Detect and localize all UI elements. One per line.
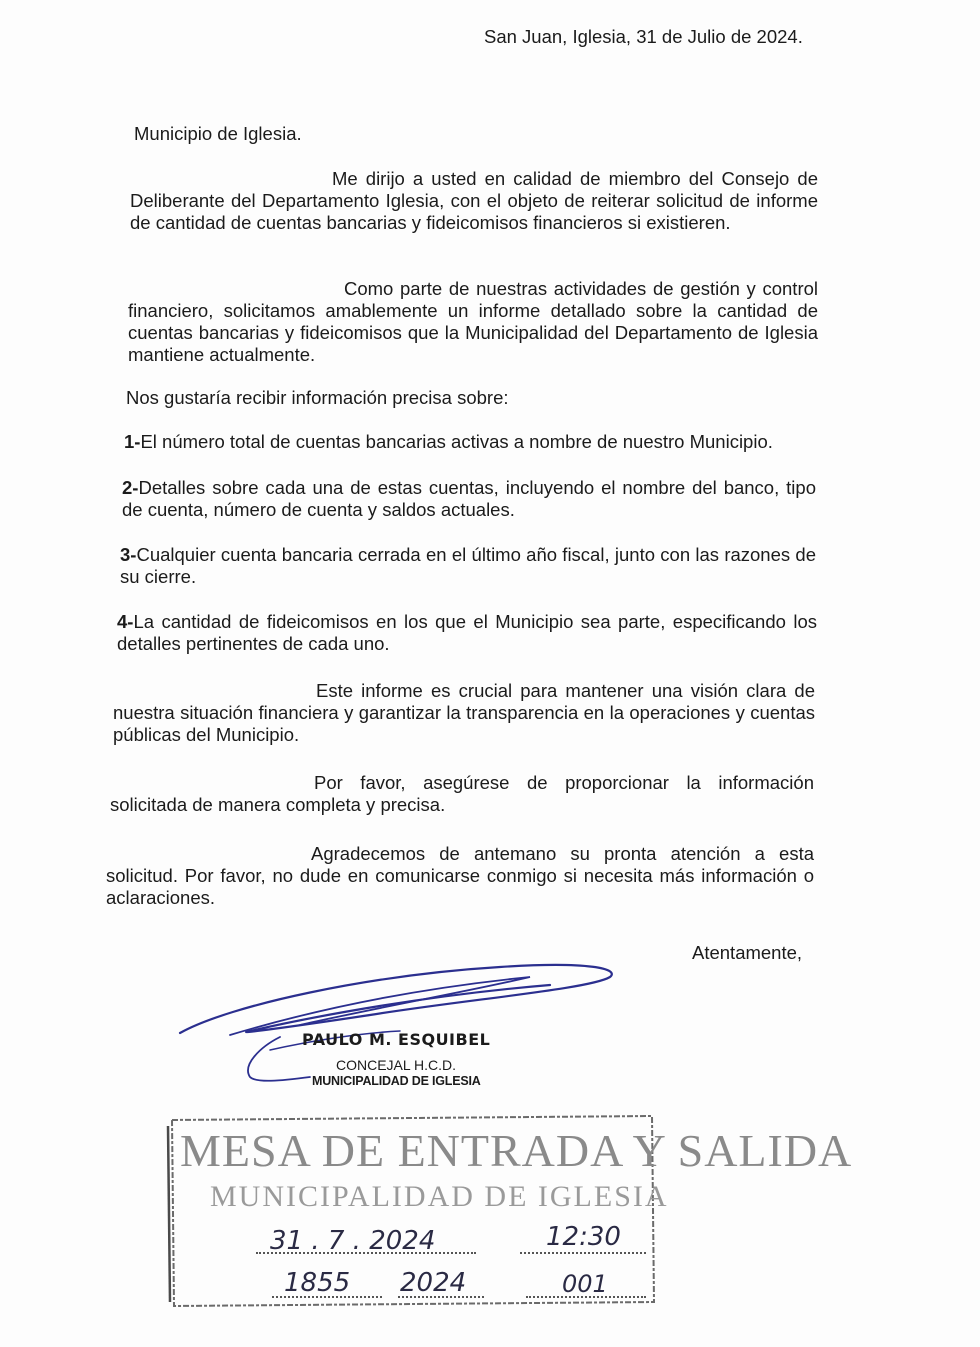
paragraph-2-text: Como parte de nuestras actividades de gestión y control financiero, solicitamos amablemente un informe detallado sobre la cantidad de cuentas bancarias y fideicomisos que la Municipalidad del Departamento de Iglesia mantiene actualmente. xyxy=(128,278,818,365)
list-item-3 xyxy=(120,544,816,588)
stamp-date-handwritten: 31 . 7 . 2024 xyxy=(270,1226,436,1256)
paragraph-3: Nos gustaría recibir información precisa sobre: xyxy=(126,387,509,408)
signature-role: CONCEJAL H.C.D. xyxy=(336,1057,457,1073)
list-item-2-number: 2- xyxy=(122,477,139,498)
paragraph-4 xyxy=(113,680,815,746)
paragraph-1 xyxy=(130,168,818,234)
signature-name: PAULO M. ESQUIBEL xyxy=(302,1030,491,1049)
list-item-2-text: Detalles sobre cada una de estas cuentas, incluyendo el nombre del banco, tipo de cuenta, número de cuenta y saldos actuales. xyxy=(122,477,816,520)
list-item-4-text: La cantidad de fideicomisos en los que el Municipio sea parte, especificando los detalles pertinentes de cada uno. xyxy=(117,611,817,654)
list-item-1-text: El número total de cuentas bancarias activas a nombre de nuestro Municipio. xyxy=(140,431,773,452)
list-item-4 xyxy=(117,611,817,655)
stamp-time-handwritten: 12:30 xyxy=(546,1222,621,1252)
stamp-entry-number-handwritten: 1855 xyxy=(284,1268,351,1298)
signature-stroke-1 xyxy=(180,965,612,1033)
paragraph-5 xyxy=(110,772,814,816)
paragraph-1-text: Me dirijo a usted en calidad de miembro del Consejo de Deliberante del Departamento Iglesia, con el objeto de reiterar solicitud de informe de cantidad de cuentas bancarias y fideicomisos financieros si existieren. xyxy=(130,168,818,233)
stamp-folios-handwritten: 001 xyxy=(562,1270,608,1298)
list-item-3-number: 3- xyxy=(120,544,137,565)
stamp-subtitle: MUNICIPALIDAD DE IGLESIA xyxy=(210,1180,669,1213)
paragraph-2 xyxy=(128,278,818,366)
date-line: San Juan, Iglesia, 31 de Julio de 2024. xyxy=(484,26,803,47)
list-item-1-number: 1- xyxy=(124,431,141,452)
stamp-year-handwritten: 2024 xyxy=(400,1268,467,1298)
list-item-3-text: Cualquier cuenta bancaria cerrada en el último año fiscal, junto con las razones de su cierre. xyxy=(120,544,816,587)
stamp-time-line xyxy=(520,1252,646,1254)
paragraph-4-text: Este informe es crucial para mantener una visión clara de nuestra situación financiera y garantizar la transparencia en la operaciones y cuentas públicas del Municipio. xyxy=(113,680,815,745)
paragraph-5-text: Por favor, asegúrese de proporcionar la información solicitada de manera completa y precisa. xyxy=(110,772,814,815)
addressee: Municipio de Iglesia. xyxy=(134,123,302,144)
paragraph-6 xyxy=(106,843,814,909)
list-item-1 xyxy=(124,431,814,453)
list-item-2 xyxy=(122,477,816,521)
reception-stamp xyxy=(166,1112,853,1308)
signature-org: MUNICIPALIDAD DE IGLESIA xyxy=(312,1074,481,1088)
paragraph-6-text: Agradecemos de antemano su pronta atención a esta solicitud. Por favor, no dude en comunicarse conmigo si necesita más información o aclaraciones. xyxy=(106,843,814,908)
stamp-title: MESA DE ENTRADA Y SALIDA xyxy=(180,1125,853,1176)
list-item-4-number: 4- xyxy=(117,611,134,632)
closing: Atentamente, xyxy=(692,942,803,963)
